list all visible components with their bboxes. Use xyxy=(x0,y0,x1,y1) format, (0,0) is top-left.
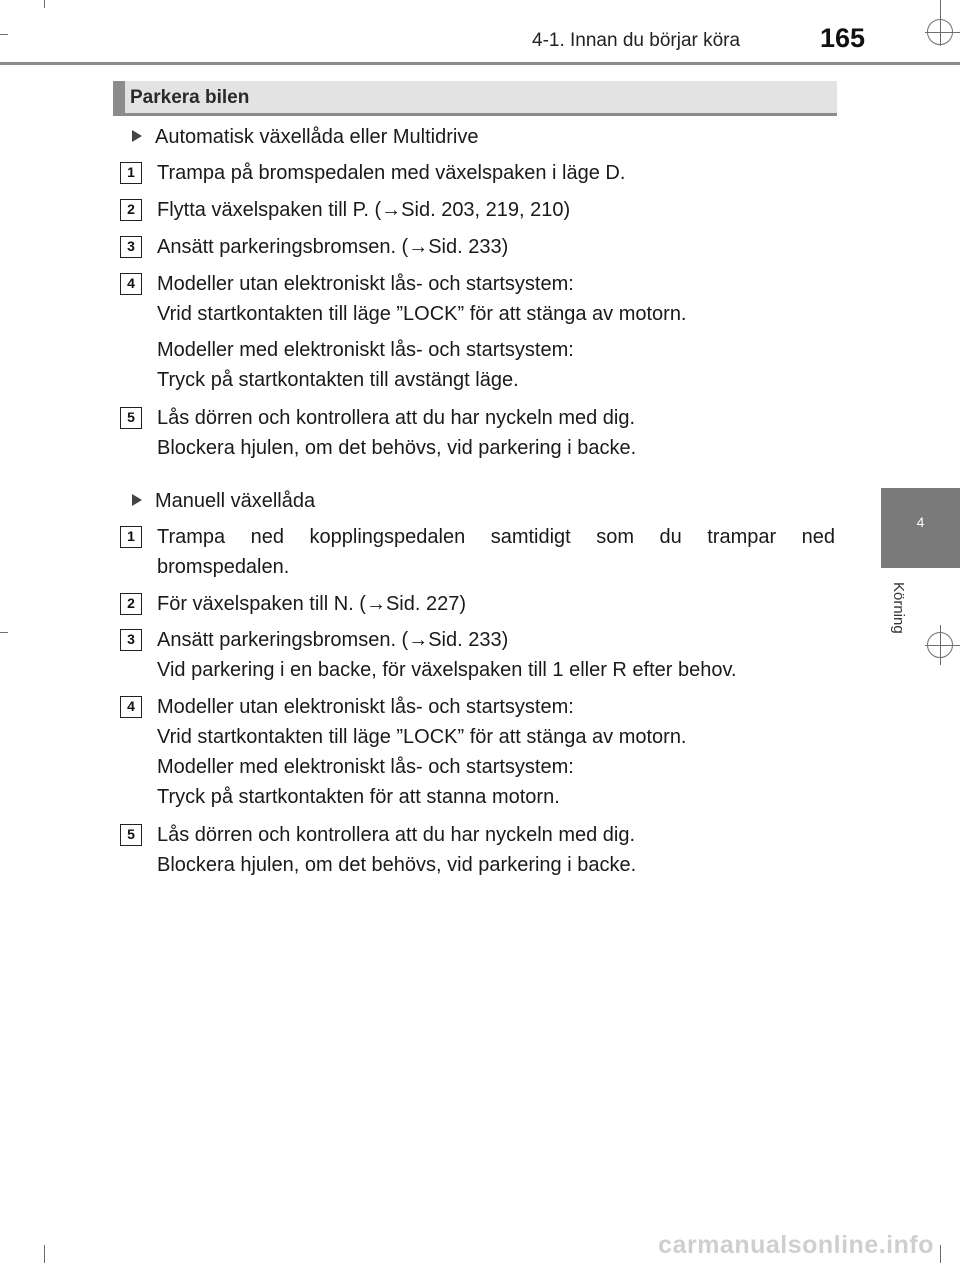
step-number: 3 xyxy=(120,629,142,651)
step-text: Vrid startkontakten till läge ”LOCK” för att stänga av motorn. xyxy=(157,726,687,748)
crop-mark-bottom-right xyxy=(940,1245,941,1263)
step-manual-1 xyxy=(120,522,835,582)
step-number: 3 xyxy=(120,236,142,258)
step-auto-5 xyxy=(120,403,835,463)
step-text: Modeller med elektroniskt lås- och startsystem: xyxy=(157,756,574,778)
step-auto-4 xyxy=(120,269,835,395)
crop-mark-top-left-v xyxy=(44,0,45,8)
step-text: Lås dörren och kontrollera att du har nyckeln med dig. xyxy=(157,407,636,429)
step-text: Vrid startkontakten till läge ”LOCK” för att stänga av motorn. xyxy=(157,303,687,325)
step-number: 1 xyxy=(120,526,142,548)
step-text: Flytta växelspaken till P. (→Sid. 203, 219, 210) xyxy=(157,199,571,221)
chapter-tab-number: 4 xyxy=(916,514,925,530)
crop-mark-mid-left xyxy=(0,632,8,633)
step-number: 4 xyxy=(120,273,142,295)
chapter-tab xyxy=(881,488,960,568)
step-number: 2 xyxy=(120,199,142,221)
step-manual-2 xyxy=(120,589,835,619)
step-text: Blockera hjulen, om det behövs, vid parkering i backe. xyxy=(157,854,637,876)
step-text: Trampa ned kopplingspedalen samtidigt som du trampar ned xyxy=(157,526,835,548)
step-number: 2 xyxy=(120,593,142,615)
step-number: 5 xyxy=(120,407,142,429)
crop-mark-mid-right-v xyxy=(940,625,941,665)
crop-mark-bottom-left xyxy=(44,1245,45,1263)
step-text: Tryck på startkontakten för att stanna motorn. xyxy=(157,786,560,808)
step-manual-3 xyxy=(120,625,835,685)
step-text: Trampa på bromspedalen med växelspaken i läge D. xyxy=(157,162,626,184)
watermark: carmanualsonline.info xyxy=(658,1231,934,1259)
step-text: Ansätt parkeringsbromsen. (→Sid. 233) xyxy=(157,629,509,651)
step-text: Modeller med elektroniskt lås- och startsystem: xyxy=(157,339,574,361)
page-number: 165 xyxy=(820,23,866,53)
triangle-bullet-icon xyxy=(132,130,142,142)
step-text: Lås dörren och kontrollera att du har nyckeln med dig. xyxy=(157,824,636,846)
step-number: 5 xyxy=(120,824,142,846)
step-text: Modeller utan elektroniskt lås- och startsystem: xyxy=(157,273,574,295)
crop-mark-top-right-v xyxy=(940,0,941,16)
running-header-chapter: 4-1. Innan du börjar köra xyxy=(532,30,741,51)
header-rule xyxy=(0,62,960,65)
step-manual-5 xyxy=(120,820,835,880)
step-auto-2 xyxy=(120,195,835,225)
step-auto-3 xyxy=(120,232,835,262)
step-text: För växelspaken till N. (→Sid. 227) xyxy=(157,593,467,615)
step-manual-4 xyxy=(120,692,835,812)
crop-mark-top-right-v2 xyxy=(940,16,941,46)
section-title: Parkera bilen xyxy=(130,87,250,108)
subheading-text: Automatisk växellåda eller Multidrive xyxy=(155,126,479,148)
subheading-manual xyxy=(132,486,315,516)
step-auto-1 xyxy=(120,158,835,188)
step-text: Modeller utan elektroniskt lås- och startsystem: xyxy=(157,696,574,718)
subheading-automatic xyxy=(132,122,478,152)
step-number: 1 xyxy=(120,162,142,184)
subheading-text: Manuell växellåda xyxy=(155,490,316,512)
step-text: Vid parkering i en backe, för växelspaken till 1 eller R efter behov. xyxy=(157,659,737,681)
section-title-bar xyxy=(113,81,837,116)
step-text: Blockera hjulen, om det behövs, vid parkering i backe. xyxy=(157,437,637,459)
crop-mark-top-left xyxy=(0,34,8,35)
triangle-bullet-icon xyxy=(132,494,142,506)
chapter-tab-label: Körning xyxy=(890,582,907,634)
step-text: bromspedalen. xyxy=(157,556,290,578)
step-text: Tryck på startkontakten till avstängt läge. xyxy=(157,369,519,391)
step-number: 4 xyxy=(120,696,142,718)
step-text: Ansätt parkeringsbromsen. (→Sid. 233) xyxy=(157,236,509,258)
